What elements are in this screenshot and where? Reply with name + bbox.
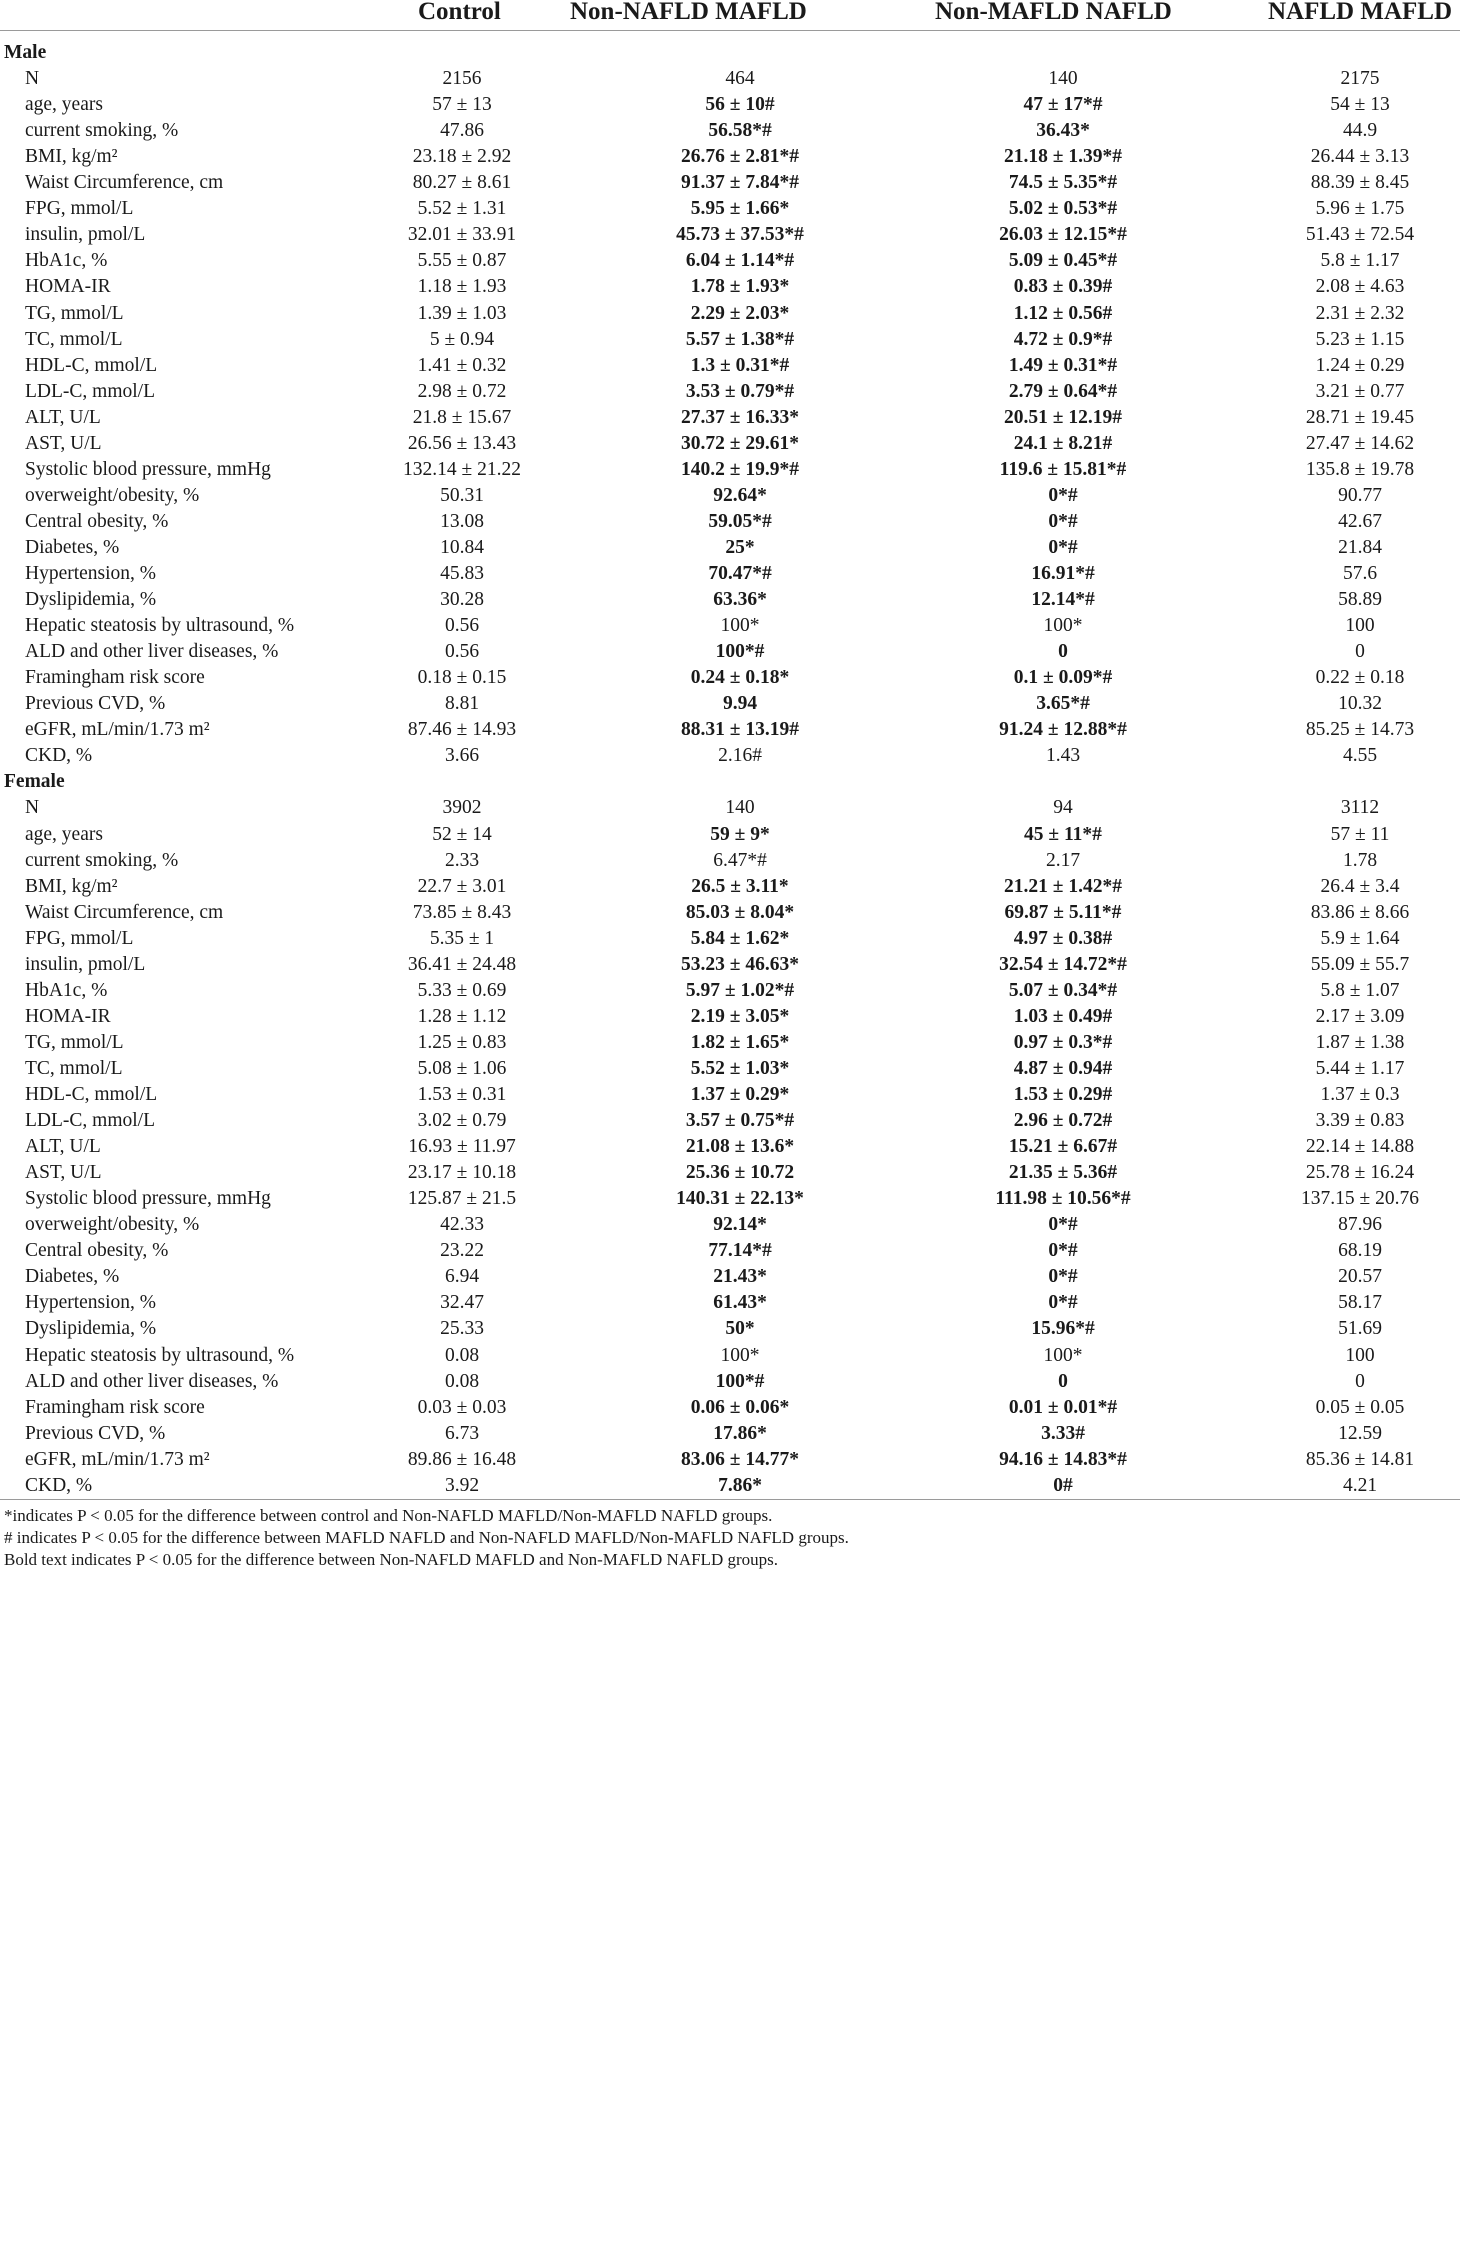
table-cell: 56.58*# (708, 120, 772, 142)
table-cell: 26.5 ± 3.11* (691, 875, 789, 897)
row-label: age, years (25, 823, 103, 845)
col-header-non-mafld-nafld: Non-MAFLD NAFLD (935, 0, 1172, 25)
table-cell: 6.94 (444, 1266, 480, 1288)
table-cell: 0*# (1048, 1214, 1078, 1236)
row-label: ALD and other liver diseases, % (25, 1370, 279, 1392)
table-cell: 69.87 ± 5.11*# (1004, 901, 1122, 923)
table-cell: 0*# (1048, 510, 1078, 532)
table-cell: 5.07 ± 0.34*# (1008, 979, 1118, 1001)
table-cell: 23.17 ± 10.18 (407, 1162, 517, 1184)
table-cell: 85.36 ± 14.81 (1305, 1448, 1415, 1470)
section-heading: Female (4, 771, 65, 793)
table-cell: 25.78 ± 16.24 (1305, 1162, 1415, 1184)
table-cell: 22.7 ± 3.01 (417, 875, 507, 897)
table-cell: 57.6 (1342, 563, 1378, 584)
table-cell: 32.54 ± 14.72*# (999, 953, 1127, 975)
table-cell: 90.77 (1338, 484, 1382, 506)
table-cell: 5.57 ± 1.38*# (685, 328, 795, 350)
row-label: Framingham risk score (25, 1396, 205, 1418)
table-cell: 1.49 ± 0.31*# (1008, 354, 1118, 376)
table-cell: 2.98 ± 0.72 (417, 380, 507, 402)
row-label: AST, U/L (25, 432, 102, 454)
table-cell: 22.14 ± 14.88 (1305, 1136, 1415, 1158)
row-label: overweight/obesity, % (25, 1214, 200, 1236)
table-cell: 87.96 (1338, 1214, 1382, 1236)
table-cell: 21.84 (1338, 536, 1382, 558)
table-cell: 91.37 ± 7.84*# (681, 172, 799, 194)
table-cell: 57 ± 11 (1330, 823, 1390, 845)
footnote: *indicates P < 0.05 for the difference between control and Non-NAFLD MAFLD/Non-MAFLD NAFLD groups. (4, 1505, 773, 1525)
table-cell: 100 (1345, 1344, 1375, 1366)
table-cell: 94.16 ± 14.83*# (999, 1448, 1127, 1470)
table-cell: 0.08 (444, 1344, 480, 1366)
table-cell: 0.56 (444, 615, 480, 637)
row-label: Hepatic steatosis by ultrasound, % (25, 615, 295, 637)
row-label: FPG, mmol/L (25, 198, 134, 220)
table-cell: 5.44 ± 1.17 (1315, 1057, 1405, 1079)
row-label: Framingham risk score (25, 667, 205, 689)
table-cell: 27.47 ± 14.62 (1305, 432, 1415, 454)
table-cell: 59.05*# (708, 510, 772, 532)
table-cell: 1.18 ± 1.93 (417, 276, 507, 298)
section-heading: Male (4, 42, 47, 63)
table-cell: 3.02 ± 0.79 (417, 1110, 507, 1132)
table-cell: 1.3 ± 0.31*# (690, 354, 790, 376)
table-cell: 5.52 ± 1.31 (417, 198, 507, 220)
table-cell: 26.56 ± 13.43 (407, 432, 517, 454)
table-cell: 73.85 ± 8.43 (412, 901, 512, 923)
table-cell: 5.55 ± 0.87 (417, 250, 507, 272)
table-cell: 0.1 ± 0.09*# (1013, 667, 1113, 689)
table-cell: 4.21 (1342, 1474, 1378, 1496)
table-cell: 15.21 ± 6.67# (1008, 1136, 1118, 1158)
table-cell: 125.87 ± 21.5 (407, 1188, 517, 1210)
table-cell: 10.32 (1338, 693, 1382, 715)
row-label: insulin, pmol/L (25, 224, 146, 246)
table-cell: 4.72 ± 0.9*# (1013, 328, 1113, 350)
table-cell: 21.43* (713, 1266, 767, 1288)
row-label: Waist Circumference, cm (25, 901, 224, 923)
table-cell: 3.39 ± 0.83 (1315, 1110, 1405, 1132)
table-cell: 140.2 ± 19.9*# (681, 458, 799, 480)
table-cell: 1.43 (1045, 745, 1081, 767)
table-cell: 85.25 ± 14.73 (1305, 719, 1415, 741)
table-cell: 21.21 ± 1.42*# (1004, 875, 1122, 897)
row-label: current smoking, % (25, 120, 179, 142)
row-label: Hypertension, % (25, 563, 157, 584)
table-cell: 0 (1355, 1370, 1365, 1392)
table-cell: 5.08 ± 1.06 (417, 1057, 507, 1079)
table-cell: 1.87 ± 1.38 (1315, 1031, 1405, 1053)
row-label: BMI, kg/m² (25, 875, 118, 897)
table-cell: 5.8 ± 1.07 (1320, 979, 1400, 1001)
table-cell: 16.91*# (1031, 563, 1095, 584)
row-label: current smoking, % (25, 849, 179, 871)
row-label: Dyslipidemia, % (25, 589, 157, 611)
row-label: FPG, mmol/L (25, 927, 134, 949)
table-cell: 92.14* (713, 1214, 767, 1236)
table-cell: 4.97 ± 0.38# (1013, 927, 1113, 949)
table-cell: 87.46 ± 14.93 (407, 719, 517, 741)
table-cell: 25.33 (440, 1318, 484, 1340)
row-label: ALT, U/L (25, 1136, 101, 1158)
row-label: Previous CVD, % (25, 1422, 166, 1444)
table-cell: 1.78 (1342, 849, 1378, 871)
table-cell: 94 (1053, 797, 1073, 819)
table-cell: 45 ± 11*# (1024, 823, 1102, 845)
row-label: ALT, U/L (25, 406, 101, 428)
table-cell: 0*# (1048, 1240, 1078, 1262)
table-cell: 137.15 ± 20.76 (1301, 1188, 1419, 1210)
row-label: Hypertension, % (25, 1292, 157, 1314)
table-cell: 464 (725, 68, 755, 90)
table-cell: 2.19 ± 3.05* (690, 1005, 790, 1027)
table-cell: 6.04 ± 1.14*# (685, 250, 795, 272)
table-cell: 5.35 ± 1 (429, 927, 495, 949)
table-cell: 20.51 ± 12.19# (1004, 406, 1122, 428)
table-cell: 88.31 ± 13.19# (681, 719, 799, 741)
row-label: Previous CVD, % (25, 693, 166, 715)
table-cell: 51.43 ± 72.54 (1305, 224, 1415, 246)
table-cell: 20.57 (1338, 1266, 1382, 1288)
row-label: TG, mmol/L (25, 302, 124, 324)
row-label: TC, mmol/L (25, 1057, 123, 1079)
row-label: CKD, % (25, 1474, 93, 1496)
table-cell: 30.28 (440, 589, 484, 611)
table-cell: 59 ± 9* (710, 823, 770, 845)
table-cell: 26.4 ± 3.4 (1320, 875, 1400, 897)
table-cell: 5.52 ± 1.03* (690, 1057, 790, 1079)
table-cell: 5.9 ± 1.64 (1320, 927, 1400, 949)
table-cell: 32.01 ± 33.91 (407, 224, 517, 246)
table-cell: 89.86 ± 16.48 (407, 1448, 517, 1470)
table-cell: 55.09 ± 55.7 (1310, 953, 1410, 975)
table-cell: 68.19 (1338, 1240, 1382, 1262)
table-cell: 2156 (442, 68, 482, 90)
table-cell: 2.17 ± 3.09 (1315, 1005, 1405, 1027)
table-cell: 5.84 ± 1.62* (690, 927, 790, 949)
table-cell: 7.86* (718, 1474, 762, 1496)
table-cell: 1.78 ± 1.93* (690, 276, 790, 298)
table-cell: 0 (1058, 641, 1068, 663)
row-label: HbA1c, % (25, 979, 108, 1001)
table-cell: 15.96*# (1031, 1318, 1095, 1340)
table-cell: 53.23 ± 46.63* (681, 953, 799, 975)
table-cell: 100* (720, 1344, 760, 1366)
table-cell: 2.96 ± 0.72# (1013, 1110, 1113, 1132)
table-cell: 36.43* (1036, 120, 1090, 142)
table-cell: 1.03 ± 0.49# (1013, 1005, 1113, 1027)
row-label: Central obesity, % (25, 510, 169, 532)
table-cell: 58.17 (1338, 1292, 1382, 1314)
table-cell: 5.02 ± 0.53*# (1008, 198, 1118, 220)
table-cell: 47.86 (440, 120, 484, 142)
table-cell: 0*# (1048, 1266, 1078, 1288)
table-cell: 10.84 (440, 536, 484, 558)
table-cell: 0.06 ± 0.06* (690, 1396, 790, 1418)
row-label: ALD and other liver diseases, % (25, 641, 279, 663)
row-label: AST, U/L (25, 1162, 102, 1184)
row-label: HbA1c, % (25, 250, 108, 272)
table-cell: 83.86 ± 8.66 (1310, 901, 1410, 923)
col-header-control: Control (418, 0, 501, 25)
table-cell: 17.86* (713, 1422, 767, 1444)
table-cell: 61.43* (713, 1292, 767, 1314)
table-cell: 2.08 ± 4.63 (1315, 276, 1405, 298)
table-cell: 140 (725, 797, 755, 819)
row-label: HDL-C, mmol/L (25, 354, 158, 376)
table-cell: 1.37 ± 0.29* (690, 1084, 790, 1105)
row-label: Diabetes, % (25, 1266, 120, 1288)
table-cell: 0.05 ± 0.05 (1315, 1396, 1405, 1418)
table-cell: 3.53 ± 0.79*# (685, 380, 795, 402)
table-cell: 4.87 ± 0.94# (1013, 1057, 1113, 1079)
table-cell: 0*# (1048, 536, 1078, 558)
table-cell: 3.21 ± 0.77 (1315, 380, 1405, 402)
row-label: HDL-C, mmol/L (25, 1084, 158, 1105)
row-label: N (25, 68, 40, 90)
table-cell: 1.28 ± 1.12 (417, 1005, 507, 1027)
table-cell: 2.79 ± 0.64*# (1008, 380, 1118, 402)
row-label: LDL-C, mmol/L (25, 380, 155, 402)
table-cell: 32.47 (440, 1292, 484, 1314)
table-cell: 0*# (1048, 484, 1078, 506)
table-cell: 50.31 (440, 484, 484, 506)
table-cell: 3.92 (444, 1474, 480, 1496)
table-cell: 30.72 ± 29.61* (681, 432, 799, 454)
row-label: Hepatic steatosis by ultrasound, % (25, 1344, 295, 1366)
table-cell: 56 ± 10# (705, 94, 775, 116)
table-cell: 132.14 ± 21.22 (403, 458, 521, 480)
row-label: HOMA-IR (25, 276, 111, 298)
table-cell: 2.29 ± 2.03* (690, 302, 790, 324)
table-cell: 0 (1058, 1370, 1068, 1392)
table-cell: 36.41 ± 24.48 (407, 953, 517, 975)
table-cell: 85.03 ± 8.04* (685, 901, 795, 923)
table-cell: 0.08 (444, 1370, 480, 1392)
table-cell: 63.36* (713, 589, 767, 611)
row-label: overweight/obesity, % (25, 484, 200, 506)
row-label: insulin, pmol/L (25, 953, 146, 975)
row-label: eGFR, mL/min/1.73 m² (25, 719, 210, 741)
table-cell: 42.67 (1338, 510, 1382, 532)
table-cell: 100* (720, 615, 760, 637)
table-cell: 0.83 ± 0.39# (1013, 276, 1113, 298)
table-cell: 3.65*# (1036, 693, 1090, 715)
table-cell: 26.03 ± 12.15*# (999, 224, 1127, 246)
table-cell: 100*# (715, 641, 765, 663)
table-cell: 0.03 ± 0.03 (417, 1396, 507, 1418)
table-cell: 100*# (715, 1370, 765, 1392)
table-cell: 3902 (442, 797, 482, 819)
table-cell: 3.57 ± 0.75*# (685, 1110, 795, 1132)
table-cell: 3.66 (444, 745, 480, 767)
table-cell: 70.47*# (708, 563, 772, 584)
row-label: TC, mmol/L (25, 328, 123, 350)
table-cell: 21.8 ± 15.67 (412, 406, 512, 428)
table-cell: 25.36 ± 10.72 (685, 1162, 795, 1184)
table-cell: 1.12 ± 0.56# (1013, 302, 1113, 324)
table-cell: 0 (1355, 641, 1365, 663)
table-cell: 23.22 (440, 1240, 484, 1262)
table-cell: 6.47*# (713, 849, 767, 871)
table-cell: 50* (725, 1318, 755, 1340)
table-cell: 28.71 ± 19.45 (1305, 406, 1415, 428)
table-cell: 8.81 (444, 693, 480, 715)
table-cell: 77.14*# (708, 1240, 772, 1262)
table-cell: 1.82 ± 1.65* (690, 1031, 790, 1053)
table-cell: 1.53 ± 0.29# (1013, 1084, 1113, 1105)
table-cell: 5.23 ± 1.15 (1315, 328, 1405, 350)
table-cell: 5.97 ± 1.02*# (685, 979, 795, 1001)
table-cell: 25* (725, 536, 755, 558)
table-cell: 44.9 (1342, 120, 1378, 142)
row-label: Diabetes, % (25, 536, 120, 558)
row-label: age, years (25, 94, 103, 116)
footnote: Bold text indicates P < 0.05 for the difference between Non-NAFLD MAFLD and Non-MAFLD NAFLD groups. (4, 1549, 778, 1569)
table-cell: 2175 (1340, 68, 1380, 90)
table-cell: 21.18 ± 1.39*# (1004, 146, 1122, 168)
table-cell: 1.24 ± 0.29 (1315, 354, 1405, 376)
table-cell: 0.24 ± 0.18* (690, 667, 790, 689)
table-cell: 16.93 ± 11.97 (408, 1136, 516, 1158)
table-cell: 92.64* (713, 484, 767, 506)
table-cell: 83.06 ± 14.77* (681, 1448, 799, 1470)
table-cell: 0.22 ± 0.18 (1315, 667, 1405, 689)
table-cell: 91.24 ± 12.88*# (999, 719, 1127, 741)
table-cell: 3.33# (1041, 1422, 1085, 1444)
table-cell: 2.17 (1045, 849, 1081, 871)
row-label: LDL-C, mmol/L (25, 1110, 155, 1132)
bottom-rule (0, 1499, 1460, 1500)
table-cell: 1.39 ± 1.03 (417, 302, 507, 324)
table-cell: 9.94 (722, 693, 758, 715)
table-cell: 51.69 (1338, 1318, 1382, 1340)
row-label: N (25, 797, 40, 819)
table-cell: 5.95 ± 1.66* (690, 198, 790, 220)
table-cell: 23.18 ± 2.92 (412, 146, 512, 168)
row-label: Systolic blood pressure, mmHg (25, 458, 271, 480)
table-cell: 1.25 ± 0.83 (417, 1031, 507, 1053)
row-label: Systolic blood pressure, mmHg (25, 1188, 271, 1210)
table-cell: 5.8 ± 1.17 (1320, 250, 1400, 272)
table-cell: 100* (1043, 1344, 1083, 1366)
row-label: Central obesity, % (25, 1240, 169, 1262)
col-header-non-nafld-mafld: Non-NAFLD MAFLD (570, 0, 807, 25)
table-cell: 111.98 ± 10.56*# (995, 1188, 1131, 1210)
table-cell: 0.56 (444, 641, 480, 663)
row-label: BMI, kg/m² (25, 146, 118, 168)
footnote: # indicates P < 0.05 for the difference between MAFLD NAFLD and Non-NAFLD MAFLD/Non-MAFLD NAFLD groups. (4, 1527, 849, 1547)
table-cell: 45.83 (440, 563, 484, 584)
table-cell: 135.8 ± 19.78 (1305, 458, 1415, 480)
table-cell: 1.41 ± 0.32 (417, 354, 507, 376)
table-cell: 24.1 ± 8.21# (1013, 432, 1113, 454)
table-cell: 0.18 ± 0.15 (417, 667, 507, 689)
table-cell: 52 ± 14 (432, 823, 492, 845)
row-label: Waist Circumference, cm (25, 172, 224, 194)
table-cell: 4.55 (1342, 745, 1378, 767)
row-label: HOMA-IR (25, 1005, 111, 1027)
table-cell: 45.73 ± 37.53*# (676, 224, 804, 246)
table-cell: 3112 (1340, 797, 1380, 819)
table-cell: 100 (1345, 615, 1375, 637)
table-cell: 12.14*# (1031, 589, 1095, 611)
table-cell: 2.31 ± 2.32 (1315, 302, 1405, 324)
table-cell: 47 ± 17*# (1023, 94, 1103, 116)
row-label: TG, mmol/L (25, 1031, 124, 1053)
table-cell: 57 ± 13 (432, 94, 492, 116)
table-cell: 0.01 ± 0.01*# (1008, 1396, 1118, 1418)
table-cell: 42.33 (440, 1214, 484, 1236)
col-header-nafld-mafld: NAFLD MAFLD (1268, 0, 1453, 25)
table-cell: 13.08 (440, 510, 484, 532)
table-cell: 26.44 ± 3.13 (1310, 146, 1410, 168)
table-cell: 6.73 (444, 1422, 480, 1444)
table-cell: 119.6 ± 15.81*# (999, 458, 1127, 480)
table-cell: 88.39 ± 8.45 (1310, 172, 1410, 194)
table-cell: 100* (1043, 615, 1083, 637)
row-label: Dyslipidemia, % (25, 1318, 157, 1340)
row-label: eGFR, mL/min/1.73 m² (25, 1448, 210, 1470)
table-cell: 21.08 ± 13.6* (685, 1136, 795, 1158)
table-cell: 2.33 (444, 849, 480, 871)
table-cell: 0*# (1048, 1292, 1078, 1314)
table-cell: 21.35 ± 5.36# (1008, 1162, 1118, 1184)
table-cell: 27.37 ± 16.33* (681, 406, 799, 428)
row-label: CKD, % (25, 745, 93, 767)
table-cell: 5.96 ± 1.75 (1315, 198, 1405, 220)
table-cell: 5 ± 0.94 (429, 328, 495, 350)
table-cell: 1.37 ± 0.3 (1320, 1084, 1400, 1105)
header-rule (0, 30, 1460, 31)
table-cell: 74.5 ± 5.35*# (1008, 172, 1118, 194)
table-cell: 1.53 ± 0.31 (417, 1084, 507, 1105)
footnotes (4, 1505, 849, 1571)
table-cell: 5.09 ± 0.45*# (1008, 250, 1118, 272)
table-row (0, 737, 1460, 774)
table-cell: 0# (1053, 1474, 1073, 1496)
table-cell: 140.31 ± 22.13* (676, 1188, 804, 1210)
table-cell: 54 ± 13 (1330, 94, 1390, 116)
table-cell: 0.97 ± 0.3*# (1013, 1031, 1113, 1053)
table-cell: 140 (1048, 68, 1078, 90)
table-cell: 80.27 ± 8.61 (412, 172, 512, 194)
table-cell: 26.76 ± 2.81*# (681, 146, 799, 168)
table-cell: 2.16# (718, 745, 762, 767)
table-cell: 5.33 ± 0.69 (417, 979, 507, 1001)
table-cell: 58.89 (1338, 589, 1382, 611)
table-cell: 12.59 (1338, 1422, 1382, 1444)
